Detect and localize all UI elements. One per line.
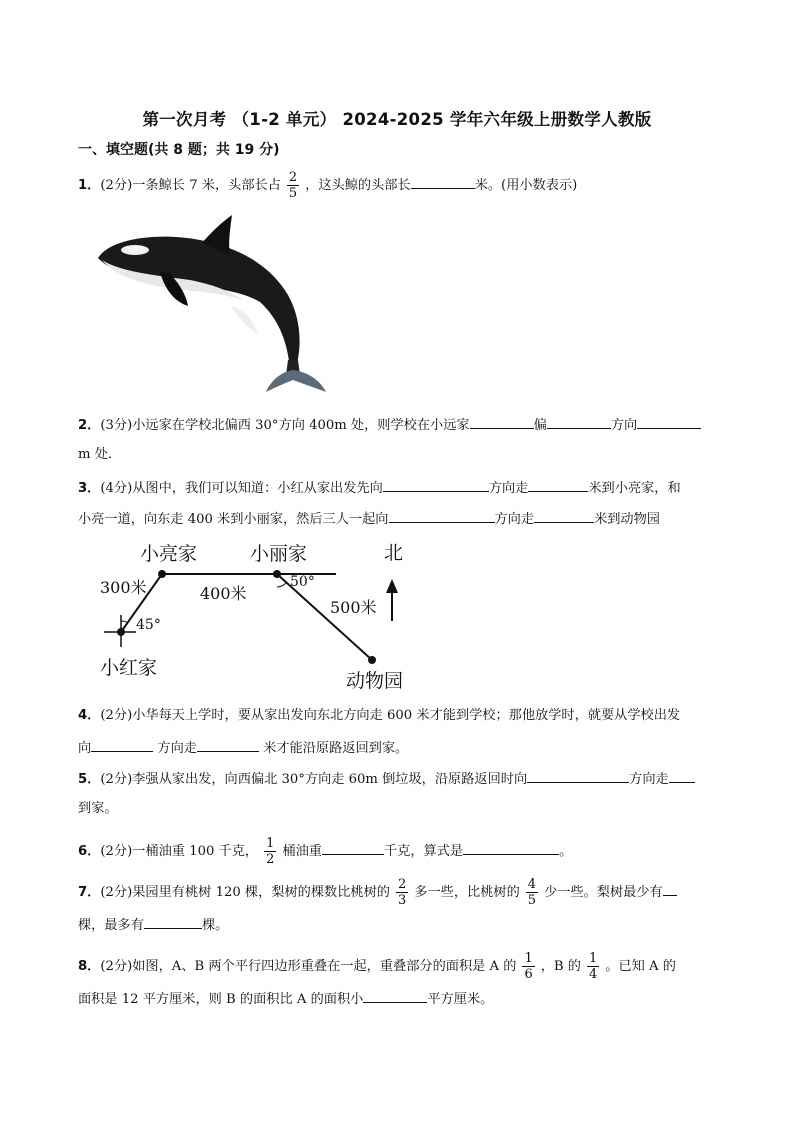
question-7: 7．(2分)果园里有桃树 120 棵，梨树的棵数比桃树的 $\frac{2}{3}$ 多一些，比桃树的 $\frac{4}{5}$ 少一些。梨树最少有 — [78, 877, 677, 908]
answer-blank[interactable] — [534, 508, 594, 523]
label-500m: 500米 — [330, 598, 377, 617]
xiaoliang-point — [158, 570, 166, 578]
answer-blank[interactable] — [411, 174, 475, 189]
question-4-cont: 向 方向走 米才能沿原路返回到家。 — [78, 737, 408, 759]
answer-blank[interactable] — [383, 477, 489, 492]
answer-blank[interactable] — [463, 840, 559, 855]
question-7-cont: 棵，最多有 棵。 — [78, 914, 228, 936]
answer-blank[interactable] — [663, 881, 677, 896]
fraction: $\frac{2}{3}$ — [398, 877, 407, 908]
label-north: 北 — [384, 542, 404, 564]
question-6: 6．(2分)一桶油重 100 千克， $\frac{1}{2}$ 桶油重 千克，算式是 。 — [78, 836, 573, 867]
question-score: (2分) — [100, 708, 133, 723]
answer-blank[interactable] — [547, 414, 611, 429]
question-4: 4．(2分)小华每天上学时，要从家出发向东北方向走 600 米才能到学校；那他放学时，就要从学校出发 — [78, 708, 681, 723]
answer-blank[interactable] — [389, 508, 495, 523]
question-5-cont: 到家。 — [78, 801, 118, 816]
answer-blank[interactable] — [363, 988, 427, 1003]
question-1: 1．(2分)一条鲸长 7 米，头部长占 $\frac{2}{5}$ ，这头鲸的头部长 米。(用小数表示) — [78, 170, 578, 201]
answer-blank[interactable] — [669, 768, 695, 783]
label-xiaohong: 小红家 — [100, 657, 158, 679]
fraction: $\frac{2}{5}$ — [288, 170, 298, 201]
answer-blank[interactable] — [322, 840, 384, 855]
question-score: (2分) — [100, 959, 133, 974]
answer-blank[interactable] — [527, 768, 629, 783]
answer-blank[interactable] — [91, 737, 153, 752]
question-score: (2分) — [100, 772, 133, 787]
page-title: 第一次月考 （1-2 单元） 2024-2025 学年六年级上册数学人教版 — [142, 110, 652, 129]
answer-blank[interactable] — [637, 414, 701, 429]
xiaohong-point — [117, 628, 125, 636]
label-50deg: 50° — [290, 574, 315, 590]
label-45deg: 45° — [136, 617, 161, 633]
question-8-cont: 面积是 12 平方厘米，则 B 的面积比 A 的面积小 平方厘米。 — [78, 988, 493, 1010]
fraction: $\frac{4}{5}$ — [527, 877, 537, 908]
fraction: $\frac{1}{2}$ — [266, 836, 275, 867]
question-number: 5． — [78, 772, 101, 787]
question-3: 3．(4分)从图中，我们可以知道：小红从家出发先向 方向走 米到小亮家，和 — [78, 477, 681, 499]
question-number: 6． — [78, 844, 101, 859]
question-score: (2分) — [100, 844, 133, 859]
question-8: 8．(2分)如图，A、B 两个平行四边形重叠在一起，重叠部分的面积是 A 的 $\frac{1}{6}$ ，B 的 $\frac{1}{4}$ 。已知 A 的 — [78, 951, 676, 982]
section-heading: 一、填空题(共 8 题；共 19 分) — [78, 142, 280, 158]
xiaoli-point — [273, 570, 281, 578]
answer-blank[interactable] — [528, 477, 588, 492]
question-5: 5．(2分)李强从家出发，向西偏北 30°方向走 60m 倒垃圾，沿原路返回时向 方向走 — [78, 768, 695, 790]
answer-blank[interactable] — [197, 737, 259, 752]
north-arrow-icon — [386, 579, 398, 593]
question-score: (2分) — [100, 885, 133, 900]
question-number: 2． — [78, 418, 101, 433]
question-number: 3． — [78, 481, 101, 496]
question-2: 2．(3分)小远家在学校北偏西 30°方向 400m 处，则学校在小远家 偏 方向 — [78, 414, 701, 436]
fraction: $\frac{1}{6}$ — [524, 951, 533, 982]
label-300m: 300米 — [100, 578, 147, 597]
answer-blank[interactable] — [470, 414, 534, 429]
answer-blank[interactable] — [144, 914, 202, 929]
label-400m: 400米 — [200, 584, 247, 603]
zoo-point — [368, 656, 376, 664]
question-number: 8． — [78, 959, 101, 974]
whale-illustration — [90, 210, 335, 395]
direction-map — [90, 535, 430, 695]
label-xiaoliang: 小亮家 — [140, 543, 198, 565]
question-number: 4． — [78, 708, 101, 723]
question-number: 7． — [78, 885, 101, 900]
question-score: (3分) — [100, 418, 133, 433]
question-number: 1． — [78, 178, 101, 193]
question-2-cont: m 处． — [78, 447, 122, 462]
label-xiaoli: 小丽家 — [250, 543, 308, 565]
question-score: (2分) — [100, 178, 133, 193]
label-zoo: 动物园 — [346, 670, 404, 692]
question-score: (4分) — [100, 481, 133, 496]
question-3-cont: 小亮一道，向东走 400 米到小丽家，然后三人一起向 方向走 米到动物园 — [78, 508, 660, 530]
fraction: $\frac{1}{4}$ — [588, 951, 598, 982]
